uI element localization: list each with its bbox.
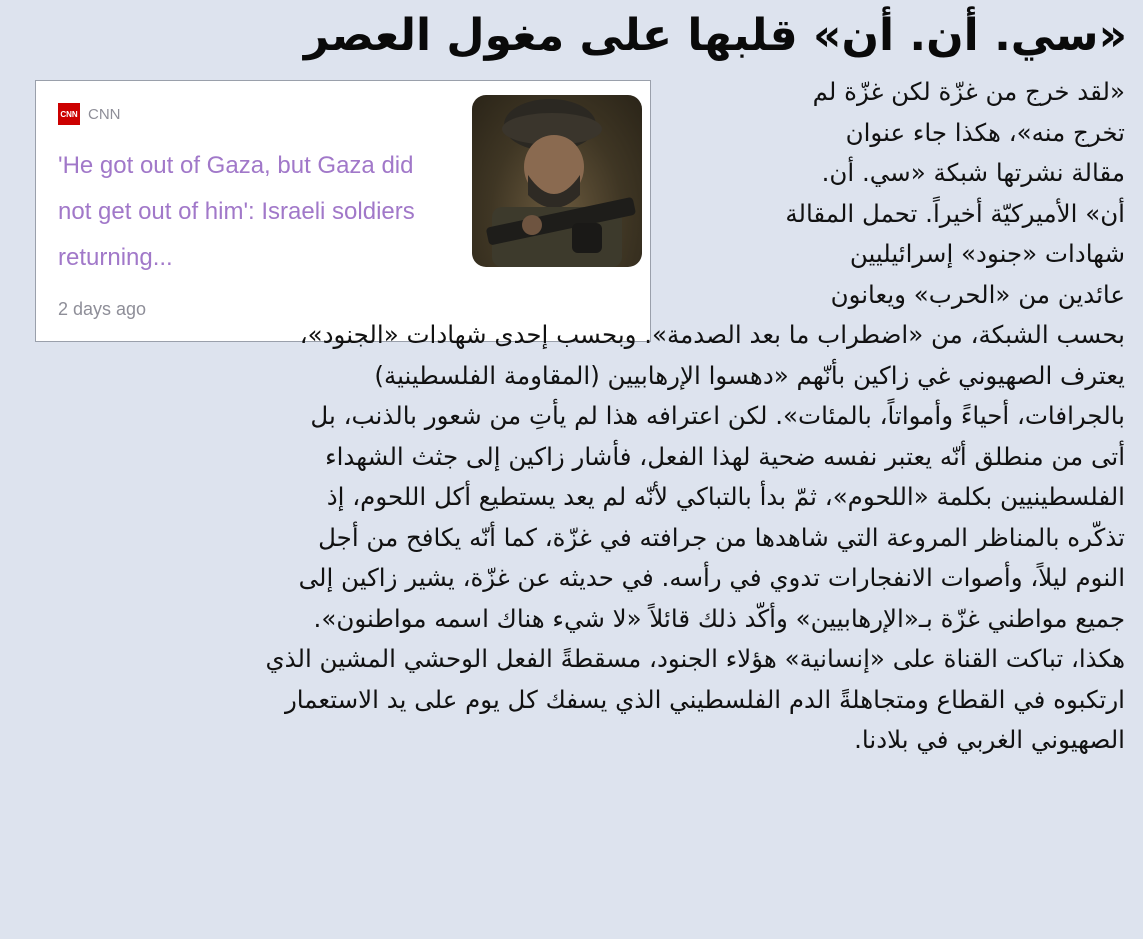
article-line: أتى من منطلق أنّه يعتبر نفسه ضحية لهذا الفعل، فأشار زاكين إلى جثث الشهداء	[325, 441, 1125, 471]
card-source-name: CNN	[88, 105, 121, 123]
article-line: مقالة نشرتها شبكة «سي. أن.	[821, 158, 1125, 187]
article-line: هكذا، تباكت القناة على «إنسانية» هؤلاء الجنود، مسقطةً الفعل الوحشي المشين الذي	[265, 644, 1125, 673]
article-body	[15, 72, 1125, 761]
article-line: ارتكبوه في القطاع ومتجاهلةً الدم الفلسطيني الذي يسفك كل يوم على يد الاستعمار	[284, 684, 1125, 714]
article-line: تخرج منه»، هكذا جاء عنوان	[845, 117, 1125, 147]
article-line: الفلسطينيين بكلمة «اللحوم»، ثمّ بدأ بالتباكي لأنّه لم يعد يستطيع أكل اللحوم، إذ	[326, 482, 1125, 511]
article-line: عائدين من «الحرب» ويعانون	[830, 279, 1125, 309]
article-line: النوم ليلاً، وأصوات الانفجارات تدوي في رأسه. في حديثه عن غزّة، يشير زاكين إلى	[298, 563, 1125, 592]
card-timestamp: 2 days ago	[58, 299, 147, 319]
article-line: يعترف الصهيوني غي زاكين بأنّهم «دهسوا الإرهابيين (المقاومة الفلسطينية)	[374, 360, 1125, 390]
article-line: بالجرافات، أحياءً وأمواتاً، بالمئات». لكن اعترافه هذا لم يأتِ من شعور بالذنب، بل	[310, 401, 1125, 430]
article-line: شهادات «جنود» إسرائيليين	[849, 239, 1125, 268]
article-line: بحسب الشبكة، من «اضطراب ما بعد الصدمة». وبحسب إحدى شهادات «الجنود»،	[299, 320, 1125, 349]
card-title[interactable]: 'He got out of Gaza, but Gaza did not get out of him': Israeli soldiers returning...	[58, 152, 415, 271]
headline: «سي. أن. أن» قلبها على مغول العصر	[303, 10, 1127, 61]
article-line: جميع مواطني غزّة بـ«الإرهابيين» وأكّد ذلك قائلاً «لا شيء هناك اسمه مواطنون».	[313, 603, 1125, 633]
article-line: «لقد خرج من غزّة لكن غزّة لم	[812, 77, 1125, 106]
cnn-logo-icon: CNN	[58, 103, 80, 125]
article-line: الصهيوني الغربي في بلادنا.	[854, 725, 1125, 754]
article-line: تذكّره بالمناظر المروعة التي شاهدها من جرافته في غزّة، كما أنّه يكافح من أجل	[318, 522, 1125, 552]
article-line: أن» الأميركيّة أخيراً. تحمل المقالة	[785, 198, 1125, 228]
